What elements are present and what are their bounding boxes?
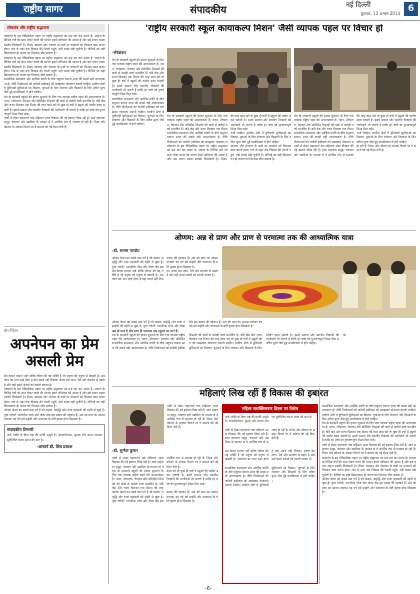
women-sidebar-body-2: गांवों से लेकर महानगरों तक महिलाएं आज विकास की नई इबारत लिख रही हैं। स्वयं सहायता समूह, पंचायत और उद्यमिता के माध्यम से वे आर्थिक रूप से सशक्त हो रही हैं। शिक्षा और कौशल के अवसर मिलने पर वे समाज को नई दिशा देती हैं। [225,427,315,445]
right-article-body-4: लोकतंत्र के इस ऐतिहासिक पड़ाव पर राष्ट्रीय सद्भावना का प्रश्न बार बार उठता है। समाज के विभिन्न वर्गों को साथ लेकर चलने की परंपरा हमारे संविधान की आत्मा है और इसे बनाए रखना सबकी जिम्मेदारी है। शिक्षा, स्वास्थ्य और रोजगार के प्रश्नों पर सरकारों को मिलकर काम करना होगा। गांव से शहर तक विकास की रोशनी पहुंचे, यही सबसे बड़ी चुनौती है। नीतियों का सही क्रियान्वयन ही जनता का विश्वास जीत सकता है। [322,455,416,477]
onam-lower-body-3: सामाजिक समरसता और आर्थिक प्रगति के बीच संतुलन बनाना आज की सबसे बड़ी आवश्यकता है। नीति निर्माताओं को जमीनी हकीकत को समझकर योजनाएं बनानी चाहिए। ग्रामीण क्षेत्रों में बुनियादी सुविधाओं का विस्तार, युवाओं के लिए रोजगार और किसानों के लिए उचित मूल्य जैसे मुद्दे प्राथमिकता में होने चाहिए। [112,341,317,350]
women-sidebar-body-3: प्रेम केवल भावना नहीं बल्कि जीवन की वह शक्ति है जो मनुष्य को मनुष्य से जोड़ती है। अपनेपन का भाव जहां होता है वहां स्वार्थ नहीं टिकता। सच्चा प्रेम त्याग, धैर्य और समर्पण से बढ़ता है और यही हमारे संबंधों को स्थायी बनाता है। [225,448,315,462]
women-photo-graphic [112,404,164,444]
left-article-heading: लोकतंत्र और राष्ट्रीय सद्भावना [4,24,105,32]
lead-headline [112,24,416,46]
lead-right-body: देश के सरकारी स्कूलों की हालत सुधारने के लिए एक व्यापक राष्ट्रीय पहल की आवश्यकता है। भवन, शौचालय, पेयजल और प्रशिक्षित शिक्षकों की कमी से करोड़ों बच्चे प्रभावित हैं। यदि केंद्र और राज्य मिलकर एक मिशन की तरह काम करें तो कुछ ही वर्षों में स्कूलों की तस्वीर बदल सकती है। इसमें समाज और स्थानीय निकायों की भागीदारी भी जरूरी है ताकि हर बच्चे को गुणवत्तापूर्ण शिक्षा मिल सके। [294,114,416,131]
women-article [112,446,218,582]
edition-city: नई दिल्ली [346,1,371,9]
left-article-body-filler: लोकतंत्र के इस ऐतिहासिक पड़ाव पर राष्ट्रीय सद्भावना का प्रश्न बार बार उठता है। समाज के विभिन्न वर्गों को साथ लेकर चलने की परंपरा हमारे संविधान की आत्मा है और इसे बनाए रखना सबकी जिम्मेदारी है। शिक्षा, स्वास्थ्य और रोजगार के प्रश्नों पर सरकारों को मिलकर काम करना होगा। गांव से शहर तक विकास की रोशनी पहुंचे, यही सबसे बड़ी चुनौती है। नीतियों का सही क्रियान्वयन ही जनता का विश्वास जीत सकता है। [4,56,105,78]
lead-article-author: -रविशंकर [112,50,126,55]
love-note-body: नारी शक्ति के बिना राष्ट्र की प्रगति अधूरी है। आत्मनिर्भरता, सुरक्षा और समान अवसर सुनिश्चित करना समय की मांग है। [7,433,102,442]
love-article-body-2: लोकतंत्र के इस ऐतिहासिक पड़ाव पर राष्ट्रीय सद्भावना का प्रश्न बार बार उठता है। समाज के विभिन्न वर्गों को साथ लेकर चलने की परंपरा हमारे संविधान की आत्मा है और इसे बनाए रखना सबकी जिम्मेदारी है। शिक्षा, स्वास्थ्य और रोजगार के प्रश्नों पर सरकारों को मिलकर काम करना होगा। गांव से शहर तक विकास की रोशनी पहुंचे, यही सबसे बड़ी चुनौती है। नीतियों का सही क्रियान्वयन ही जनता का विश्वास जीत सकता है। [4,386,105,409]
column-rule-2 [319,388,320,584]
left-article-body: लोकतंत्र के इस ऐतिहासिक पड़ाव पर राष्ट्रीय सद्भावना का प्रश्न बार बार उठता है। समाज के विभिन्न वर्गों को साथ लेकर चलने की परंपरा हमारे संविधान की आत्मा है और इसे बनाए रखना सबकी जिम्मेदारी है। शिक्षा, स्वास्थ्य और रोजगार के प्रश्नों पर सरकारों को मिलकर काम करना होगा। गांव से शहर तक विकास की रोशनी पहुंचे, यही सबसे बड़ी चुनौती है। नीतियों का सही क्रियान्वयन ही जनता का विश्वास जीत सकता है। [4,34,105,56]
onam-lower-body-2: देश के सरकारी स्कूलों की हालत सुधारने के लिए एक व्यापक राष्ट्रीय पहल की आवश्यकता है। भवन, शौचालय, पेयजल और प्रशिक्षित शिक्षकों की कमी से करोड़ों बच्चे प्रभावित हैं। यदि केंद्र और राज्य मिलकर एक मिशन की तरह काम करें तो कुछ ही वर्षों में स्कूलों की तस्वीर बदल सकती है। इसमें समाज और स्थानीय निकायों की भागीदारी भी जरूरी है ताकि हर बच्चे को गुणवत्तापूर्ण शिक्षा मिल सके। [112,332,347,342]
love-author: -आचार्य डॉ. शिव प्रकाश [36,443,73,449]
classroom-photo [294,48,416,112]
women-article-body-3: ओणम केरल का सबसे बड़ा पर्व है जो फसल, समृद्धि और राजा महाबली की स्मृति से जुड़ा है। पुष्प रंगोली, पारंपरिक भोज और नौका दौड़ इस उत्सव की पहचान हैं। अन्न को प्राण का आधार मानकर यह पर्व हमें प्रकृति और परमात्मा के प्रति कृतज्ञ होना सिखाता है। [112,490,218,503]
date-line: बुधवार, 13 अगस्त 2014 [360,11,400,16]
school-photo [167,48,291,112]
onam-photo [222,246,416,318]
onam-article-body-2: प्रेम केवल भावना नहीं बल्कि जीवन की वह शक्ति है जो मनुष्य को मनुष्य से जोड़ती है। अपनेपन का भाव जहां होता है वहां स्वार्थ नहीं टिकता। सच्चा प्रेम त्याग, धैर्य और समर्पण से बढ़ता है और यही हमारे संबंधों को स्थायी बनाता है। [112,268,218,282]
right-article-body-5: ओणम केरल का सबसे बड़ा पर्व है जो फसल, समृद्धि और राजा महाबली की स्मृति से जुड़ा है। पुष्प रंगोली, पारंपरिक भोज और नौका दौड़ इस उत्सव की पहचान हैं। अन्न को प्राण का आधार मानकर यह पर्व हमें प्रकृति और परमात्मा के प्रति कृतज्ञ होना सिखाता है। [322,477,416,494]
love-article [4,328,105,578]
classroom-photo-graphic [294,48,416,112]
lead-lower-body-2: सामाजिक समरसता और आर्थिक प्रगति के बीच संतुलन बनाना आज की सबसे बड़ी आवश्यकता है। नीति निर्माताओं को जमीनी हकीकत को समझकर योजनाएं बनानी चाहिए। ग्रामीण क्षेत्रों में बुनियादी सुविधाओं का विस्तार, युवाओं के लिए रोजगार और किसानों के लिए उचित मूल्य जैसे मुद्दे प्राथमिकता में होने चाहिए। [167,131,291,144]
lead-article-heading: 'राष्ट्रीय सरकारी स्कूल कायाकल्प मिशन' जैसी व्यापक पहल पर विचार हो [145,24,383,34]
women-article-heading: महिलाएं लिख रहीं हैं विकास की इबारत [199,389,329,399]
lead-right-body-2: सामाजिक समरसता और आर्थिक प्रगति के बीच संतुलन बनाना आज की सबसे बड़ी आवश्यकता है। नीति निर्माताओं को जमीनी हकीकत को समझकर योजनाएं बनानी चाहिए। ग्रामीण क्षेत्रों में बुनियादी सुविधाओं का विस्तार, युवाओं के लिए रोजगार और किसानों के लिए उचित मूल्य जैसे मुद्दे प्राथमिकता में होने चाहिए। [294,131,416,144]
right-article-body: सामाजिक समरसता और आर्थिक प्रगति के बीच संतुलन बनाना आज की सबसे बड़ी आवश्यकता है। नीति निर्माताओं को जमीनी हकीकत को समझकर योजनाएं बनानी चाहिए। ग्रामीण क्षेत्रों में बुनियादी सुविधाओं का विस्तार, युवाओं के लिए रोजगार और किसानों के लिए उचित मूल्य जैसे मुद्दे प्राथमिकता में होने चाहिए। [322,404,416,421]
women-sidebar-heading: महिला सशक्तिकरण दिवस पर विशेष [223,405,317,413]
section-title: संपादकीय [190,5,227,16]
onam-divider [112,386,416,387]
women-article-top-right [167,404,218,446]
column-rule-1 [108,24,109,584]
love-article-heading: अपनेपन का प्रेम असली प्रेम [10,335,99,370]
women-sidebar [222,404,318,584]
love-article-body: प्रेम केवल भावना नहीं बल्कि जीवन की वह शक्ति है जो मनुष्य को मनुष्य से जोड़ती है। अपनेपन का भाव जहां होता है वहां स्वार्थ नहीं टिकता। सच्चा प्रेम त्याग, धैर्य और समर्पण से बढ़ता है और यही हमारे संबंधों को स्थायी बनाता है। [4,374,105,387]
school-photo-graphic [167,48,291,112]
women-sidebar-body-4: सामाजिक समरसता और आर्थिक प्रगति के बीच संतुलन बनाना आज की सबसे बड़ी आवश्यकता है। नीति निर्माताओं को जमीनी हकीकत को समझकर योजनाएं बनानी चाहिए। ग्रामीण क्षेत्रों में बुनियादी सुविधाओं का विस्तार, युवाओं के लिए रोजगार और किसानों के लिए उचित मूल्य जैसे मुद्दे प्राथमिकता में होने चाहिए। [225,465,315,487]
lead-right-body-3: गांवों से लेकर महानगरों तक महिलाएं आज विकास की नई इबारत लिख रही हैं। स्वयं सहायता समूह, पंचायत और उद्यमिता के माध्यम से वे आर्थिक रूप से सशक्त हो रही हैं। शिक्षा और कौशल के अवसर मिलने पर वे समाज को नई दिशा देती हैं। [294,144,416,157]
women-headline [112,388,416,402]
women-article-body-2: देश के सरकारी स्कूलों की हालत सुधारने के लिए एक व्यापक राष्ट्रीय पहल की आवश्यकता है। भवन, शौचालय, पेयजल और प्रशिक्षित शिक्षकों की कमी से करोड़ों बच्चे प्रभावित हैं। यदि केंद्र और राज्य मिलकर एक मिशन की तरह काम करें तो कुछ ही वर्षों में स्कूलों की तस्वीर बदल सकती है। इसमें समाज और स्थानीय निकायों की भागीदारी भी जरूरी है ताकि हर बच्चे को गुणवत्तापूर्ण शिक्षा मिल सके। [112,468,218,491]
lead-lower-body: देश के सरकारी स्कूलों की हालत सुधारने के लिए एक व्यापक राष्ट्रीय पहल की आवश्यकता है। भवन, शौचालय, पेयजल और प्रशिक्षित शिक्षकों की कमी से करोड़ों बच्चे प्रभावित हैं। यदि केंद्र और राज्य मिलकर एक मिशन की तरह काम करें तो कुछ ही वर्षों में स्कूलों की तस्वीर बदल सकती है। इसमें समाज और स्थानीय निकायों की भागीदारी भी जरूरी है ताकि हर बच्चे को गुणवत्तापूर्ण शिक्षा मिल सके। [167,114,291,131]
page-number-badge: 6 [404,2,418,16]
women-article-intro: गांवों से लेकर महानगरों तक महिलाएं आज विकास की नई इबारत लिख रही हैं। स्वयं सहायता समूह, पंचायत और उद्यमिता के माध्यम से वे आर्थिक रूप से सशक्त हो रही हैं। शिक्षा और कौशल के अवसर मिलने पर वे समाज को नई दिशा देती हैं। [167,404,218,430]
page-footer [0,586,420,594]
love-note-heading: संपादकीय टिप्पणी [7,427,34,433]
lead-lower-body-3: लोकतंत्र के इस ऐतिहासिक पड़ाव पर राष्ट्रीय सद्भावना का प्रश्न बार बार उठता है। समाज के विभिन्न वर्गों को साथ लेकर चलने की परंपरा हमारे संविधान की आत्मा है और इसे बनाए रखना सबकी जिम्मेदारी है। शिक्षा, स्वास्थ्य और रोजगार के प्रश्नों पर सरकारों को मिलकर काम करना होगा। गांव से शहर तक विकास की रोशनी पहुंचे, यही सबसे बड़ी चुनौती है। नीतियों का सही क्रियान्वयन ही जनता का विश्वास जीत सकता है। [167,144,291,161]
love-article-kicker: प्रेम-चिंतन [4,328,19,333]
left-article-body-filler-2: सामाजिक समरसता और आर्थिक प्रगति के बीच संतुलन बनाना आज की सबसे बड़ी आवश्यकता है। नीति निर्माताओं को जमीनी हकीकत को समझकर योजनाएं बनानी चाहिए। ग्रामीण क्षेत्रों में बुनियादी सुविधाओं का विस्तार, युवाओं के लिए रोजगार और किसानों के लिए उचित मूल्य जैसे मुद्दे प्राथमिकता में होने चाहिए। [4,77,105,95]
right-article-body-2: देश के सरकारी स्कूलों की हालत सुधारने के लिए एक व्यापक राष्ट्रीय पहल की आवश्यकता है। भवन, शौचालय, पेयजल और प्रशिक्षित शिक्षकों की कमी से करोड़ों बच्चे प्रभावित हैं। यदि केंद्र और राज्य मिलकर एक मिशन की तरह काम करें तो कुछ ही वर्षों में स्कूलों की तस्वीर बदल सकती है। इसमें समाज और स्थानीय निकायों की भागीदारी भी जरूरी है ताकि हर बच्चे को गुणवत्तापूर्ण शिक्षा मिल सके। [322,421,416,443]
page-header [0,0,420,21]
left-article-cont [4,56,105,324]
footer-page-number: -6- [205,586,212,592]
love-article-body-3: ओणम केरल का सबसे बड़ा पर्व है जो फसल, समृद्धि और राजा महाबली की स्मृति से जुड़ा है। पुष्प रंगोली, पारंपरिक भोज और नौका दौड़ इस उत्सव की पहचान हैं। अन्न को प्राण का आधार मानकर यह पर्व हमें प्रकृति और परमात्मा के प्रति कृतज्ञ होना सिखाता है। [4,408,105,421]
lead-article-body-col [112,48,164,228]
women-photo [112,404,164,444]
onam-article-author: -डॉ. सत्यम पाण्डेय [112,248,140,253]
lead-article-body-2: सामाजिक समरसता और आर्थिक प्रगति के बीच संतुलन बनाना आज की सबसे बड़ी आवश्यकता है। नीति निर्माताओं को जमीनी हकीकत को समझकर योजनाएं बनानी चाहिए। ग्रामीण क्षेत्रों में बुनियादी सुविधाओं का विस्तार, युवाओं के लिए रोजगार और किसानों के लिए उचित मूल्य जैसे मुद्दे प्राथमिकता में होने चाहिए। [112,96,164,127]
right-article [322,404,416,582]
lead-article-lower [167,114,291,228]
left-divider [4,326,105,327]
left-article-body-filler-4: गांवों से लेकर महानगरों तक महिलाएं आज विकास की नई इबारत लिख रही हैं। स्वयं सहायता समूह, पंचायत और उद्यमिता के माध्यम से वे आर्थिक रूप से सशक्त हो रही हैं। शिक्षा और कौशल के अवसर मिलने पर वे समाज को नई दिशा देती हैं। [4,116,105,129]
onam-article-lower [112,320,416,384]
lead-article-right [294,114,416,228]
onam-headline [112,232,416,244]
women-article-author: -डॉ. सुनील कुमार [112,448,138,453]
onam-lower-body: ओणम केरल का सबसे बड़ा पर्व है जो फसल, समृद्धि और राजा महाबली की स्मृति से जुड़ा है। पुष्प रंगोली, पारंपरिक भोज और नौका दौड़ इस उत्सव की पहचान हैं। अन्न को प्राण का आधार मानकर यह पर्व हमें प्रकृति और परमात्मा के प्रति कृतज्ञ होना सिखाता है। [112,320,262,329]
masthead: राष्ट्रीय सागर [6,3,80,17]
onam-lower-quote: अन्न ही प्राण है और प्राण ही परमात्मा तक पहुंचने का मार्ग है। [112,328,179,333]
women-sidebar-body: नारी शक्ति के बिना राष्ट्र की प्रगति अधूरी है। आत्मनिर्भरता, सुरक्षा और समान अवसर सुनिश्चित करना समय की मांग है। [225,415,313,424]
onam-photo-graphic [222,246,416,318]
lead-article-body: देश के सरकारी स्कूलों की हालत सुधारने के लिए एक व्यापक राष्ट्रीय पहल की आवश्यकता है। भवन, शौचालय, पेयजल और प्रशिक्षित शिक्षकों की कमी से करोड़ों बच्चे प्रभावित हैं। यदि केंद्र और राज्य मिलकर एक मिशन की तरह काम करें तो कुछ ही वर्षों में स्कूलों की तस्वीर बदल सकती है। इसमें समाज और स्थानीय निकायों की भागीदारी भी जरूरी है ताकि हर बच्चे को गुणवत्तापूर्ण शिक्षा मिल सके। [112,58,164,97]
onam-article-heading: ओणम: अन्न से प्राण और प्राण से परमात्मा तक की आध्यात्मिक यात्रा [174,233,354,242]
onam-article-body: ओणम केरल का सबसे बड़ा पर्व है जो फसल, समृद्धि और राजा महाबली की स्मृति से जुड़ा है। पुष्प रंगोली, पारंपरिक भोज और नौका दौड़ इस उत्सव की पहचान हैं। अन्न को प्राण का आधार मानकर यह पर्व हमें प्रकृति और परमात्मा के प्रति कृतज्ञ होना सिखाता है। [112,256,218,269]
onam-article-left [112,246,218,318]
women-article-body: गांवों से लेकर महानगरों तक महिलाएं आज विकास की नई इबारत लिख रही हैं। स्वयं सहायता समूह, पंचायत और उद्यमिता के माध्यम से वे आर्थिक रूप से सशक्त हो रही हैं। शिक्षा और कौशल के अवसर मिलने पर वे समाज को नई दिशा देती हैं। [112,456,218,469]
lead-divider [112,230,416,231]
right-article-body-3: गांवों से लेकर महानगरों तक महिलाएं आज विकास की नई इबारत लिख रही हैं। स्वयं सहायता समूह, पंचायत और उद्यमिता के माध्यम से वे आर्थिक रूप से सशक्त हो रही हैं। शिक्षा और कौशल के अवसर मिलने पर वे समाज को नई दिशा देती हैं। [322,442,416,456]
left-article-body-filler-3: देश के सरकारी स्कूलों की हालत सुधारने के लिए एक व्यापक राष्ट्रीय पहल की आवश्यकता है। भवन, शौचालय, पेयजल और प्रशिक्षित शिक्षकों की कमी से करोड़ों बच्चे प्रभावित हैं। यदि केंद्र और राज्य मिलकर एक मिशन की तरह काम करें तो कुछ ही वर्षों में स्कूलों की तस्वीर बदल सकती है। इसमें समाज और स्थानीय निकायों की भागीदारी भी जरूरी है ताकि हर बच्चे को गुणवत्तापूर्ण शिक्षा मिल सके। [4,94,105,116]
